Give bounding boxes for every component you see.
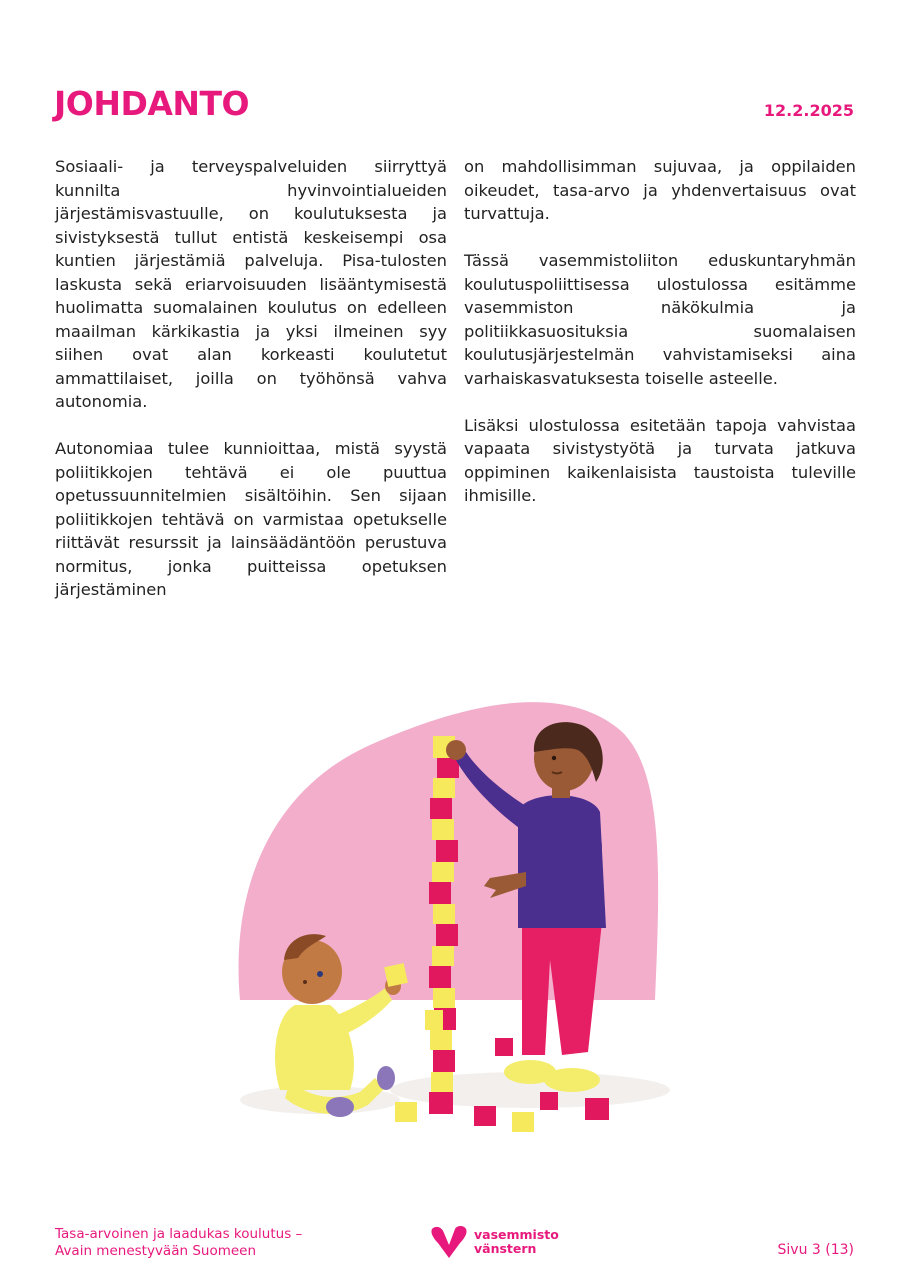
logo-line: vasemmisto <box>474 1227 559 1242</box>
footer-tagline-line: Avain menestyvään Suomeen <box>55 1243 257 1259</box>
page-title: JOHDANTO <box>54 84 250 123</box>
paragraph: Tässä vasemmistoliiton eduskuntaryhmän koulutuspoliittisessa ulostulossa esitämme vasemmiston näkökulmia ja politiikkasuosituksia suomalaisen koulutusjärjestelmän vahvistamiseksi aina varhaiskasvatuksesta toiselle asteelle. <box>464 251 856 388</box>
right-column <box>464 155 856 531</box>
paragraph: Lisäksi ulostulossa esitetään tapoja vahvistaa vapaata sivistystyötä ja turvata jatkuva oppiminen kaikenlaisista taustoista tuleville ihmisille. <box>464 415 856 505</box>
vasemmisto-logo <box>430 1225 559 1259</box>
v-heart-logo-icon <box>430 1225 468 1259</box>
left-column <box>55 155 447 625</box>
document-date: 12.2.2025 <box>763 101 854 120</box>
children-block-tower-illustration <box>200 660 700 1140</box>
footer-tagline-line: Tasa-arvoinen ja laadukas koulutus – <box>55 1226 303 1242</box>
paragraph: on mahdollisimman sujuvaa, ja oppilaiden oikeudet, tasa-arvo ja yhdenvertaisuus ovat turvattuja. <box>464 157 856 223</box>
logo-line: vänstern <box>474 1241 537 1256</box>
paragraph: Sosiaali- ja terveyspalveluiden siirryttyä kunnilta hyvinvointialueiden järjestämisvastuulle, on koulutuksesta ja sivistyksestä tullut entistä keskeisempi osa kuntien järjestämiä palveluja. Pisa-tulosten laskusta sekä eriarvoisuuden lisääntymisestä huolimatta suomalainen koulutus on edelleen maailman kärkikastia ja yksi ilmeinen syy siihen ovat alan korkeasti koulutetut ammattilaiset, joilla on työhönsä vahva autonomia. <box>55 157 447 411</box>
paragraph: Autonomiaa tulee kunnioittaa, mistä syystä poliitikkojen tehtävä ei ole puuttua opetussuunnitelmien sisältöihin. Sen sijaan poliitikkojen tehtävä on varmistaa opetukselle riittävät resurssit ja lainsäädäntöön perustuva normitus, jonka puitteissa opetuksen järjestäminen <box>55 439 447 599</box>
footer-tagline <box>55 1226 302 1260</box>
logo-wordmark <box>474 1228 559 1256</box>
page-number: Sivu 3 (13) <box>777 1242 854 1258</box>
